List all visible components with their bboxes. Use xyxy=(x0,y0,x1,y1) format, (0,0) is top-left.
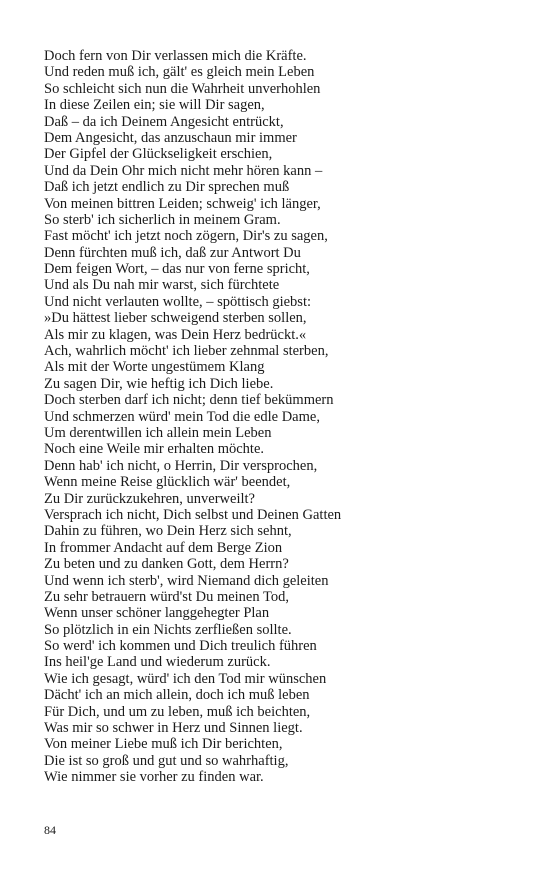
poem-line: Doch sterben darf ich nicht; denn tief bekümmern xyxy=(44,392,334,409)
poem-line: Um derentwillen ich allein mein Leben xyxy=(44,424,272,441)
poem-line: Denn hab' ich nicht, o Herrin, Dir versprochen, xyxy=(44,457,318,474)
poem-line: Zu Dir zurückzukehren, unverweilt? xyxy=(44,490,255,507)
poem-line: Zu sehr betrauern würd'st Du meinen Tod, xyxy=(44,588,289,605)
poem-line: Doch fern von Dir verlassen mich die Kräfte. xyxy=(44,48,307,64)
poem-line: Versprach ich nicht, Dich selbst und Deinen Gatten xyxy=(44,506,342,523)
poem-line: Und wenn ich sterb', wird Niemand dich geleiten xyxy=(44,572,329,589)
poem-line: Denn fürchten muß ich, daß zur Antwort Du xyxy=(44,244,301,261)
poem-line: Daß – da ich Deinem Angesicht entrückt, xyxy=(44,113,284,130)
poem-line: Wie nimmer sie vorher zu finden war. xyxy=(44,769,264,786)
poem-line: »Du hättest lieber schweigend sterben sollen, xyxy=(44,310,307,327)
poem-line: In diese Zeilen ein; sie will Dir sagen, xyxy=(44,97,265,114)
poem-line: Der Gipfel der Glückseligkeit erschien, xyxy=(44,146,273,163)
poem-line: Als mit der Worte ungestümem Klang xyxy=(44,359,265,376)
poem-line: Und schmerzen würd' mein Tod die edle Dame, xyxy=(44,408,320,425)
poem-line: Als mir zu klagen, was Dein Herz bedrückt.« xyxy=(44,326,307,343)
poem-line: Wenn meine Reise glücklich wär' beendet, xyxy=(44,474,291,491)
poem-line: Für Dich, und um zu leben, muß ich beichten, xyxy=(44,703,311,720)
poem-line: Dem Angesicht, das anzuschaun mir immer xyxy=(44,129,297,146)
page-number: 84 xyxy=(44,823,56,837)
poem-line: Ins heil'ge Land und wiederum zurück. xyxy=(44,654,271,671)
poem-line: Von meinen bittren Leiden; schweig' ich länger, xyxy=(44,195,321,212)
poem-line: Wenn unser schöner langgehegter Plan xyxy=(44,605,270,622)
poem-line: In frommer Andacht auf dem Berge Zion xyxy=(44,539,283,556)
poem-line: So schleicht sich nun die Wahrheit unverhohlen xyxy=(44,80,321,97)
poem-line: So plötzlich in ein Nichts zerfließen sollte. xyxy=(44,621,292,638)
poem-line: Und da Dein Ohr mich nicht mehr hören kann – xyxy=(44,162,323,179)
poem-line: Dächt' ich an mich allein, doch ich muß leben xyxy=(44,687,310,704)
poem-line: Dahin zu führen, wo Dein Herz sich sehnt, xyxy=(44,523,292,540)
poem-line: Zu beten und zu danken Gott, dem Herrn? xyxy=(44,556,289,573)
poem-line: Und reden muß ich, gält' es gleich mein Leben xyxy=(44,64,315,81)
poem-line: So werd' ich kommen und Dich treulich führen xyxy=(44,638,317,655)
poem-line: Die ist so groß und gut und so wahrhaftig, xyxy=(44,752,289,769)
poem-text xyxy=(44,48,524,786)
poem-line: Dem feigen Wort, – das nur von ferne spricht, xyxy=(44,261,310,278)
poem-line: Zu sagen Dir, wie heftig ich Dich liebe. xyxy=(44,375,274,392)
poem-line: Ach, wahrlich möcht' ich lieber zehnmal sterben, xyxy=(44,343,329,360)
poem-line: Wie ich gesagt, würd' ich den Tod mir wünschen xyxy=(44,670,327,687)
poem-line: So sterb' ich sicherlich in meinem Gram. xyxy=(44,211,281,228)
poem-line: Und nicht verlauten wollte, – spöttisch giebst: xyxy=(44,293,311,310)
poem-line: Fast möcht' ich jetzt noch zögern, Dir's zu sagen, xyxy=(44,228,328,245)
poem-line: Was mir so schwer in Herz und Sinnen liegt. xyxy=(44,720,303,737)
poem-line: Von meiner Liebe muß ich Dir berichten, xyxy=(44,736,283,753)
poem-line: Daß ich jetzt endlich zu Dir sprechen muß xyxy=(44,179,290,196)
poem-line: Noch eine Weile mir erhalten möchte. xyxy=(44,441,265,458)
poem-line: Und als Du nah mir warst, sich fürchtete xyxy=(44,277,280,294)
